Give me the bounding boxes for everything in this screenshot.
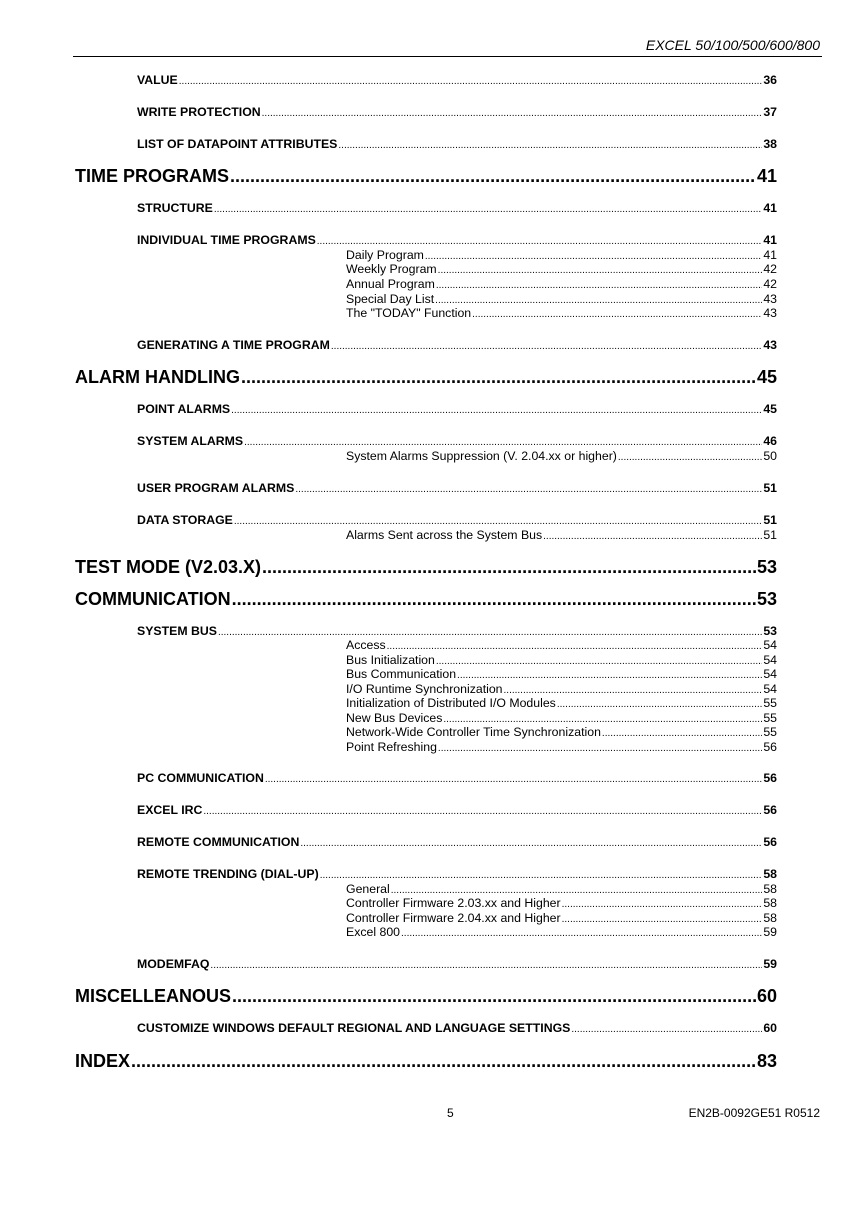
dot-leader	[210, 960, 762, 971]
toc-entry-page: 83	[756, 1051, 777, 1071]
dot-leader	[571, 1024, 762, 1035]
toc-entry-level-2[interactable]	[137, 513, 777, 529]
toc-entry-level-1[interactable]	[75, 166, 777, 190]
toc-entry-page: 58	[763, 896, 777, 910]
dot-leader	[232, 986, 756, 1007]
toc-entry-title: CUSTOMIZE WINDOWS DEFAULT REGIONAL AND LANGUAGE SETTINGS	[137, 1021, 571, 1035]
toc-entry-level-3[interactable]	[346, 277, 777, 292]
dot-leader	[241, 367, 756, 388]
toc-entry-page: 60	[756, 986, 777, 1006]
toc-entry-page: 58	[763, 882, 777, 896]
toc-entry-title: Initialization of Distributed I/O Modules	[346, 696, 556, 710]
toc-entry-level-3[interactable]	[346, 696, 777, 711]
toc-entry-level-2[interactable]	[137, 338, 777, 354]
toc-entry-page: 59	[763, 925, 777, 939]
toc-entry-title: Excel 800	[346, 925, 401, 939]
toc-entry-title: New Bus Devices	[346, 711, 443, 725]
dot-leader	[214, 204, 762, 215]
toc-entry-title: STRUCTURE	[137, 201, 213, 215]
dot-leader	[618, 452, 762, 463]
toc-entry-title: TEST MODE (V2.03.X)	[75, 557, 262, 577]
toc-entry-level-1[interactable]	[75, 986, 777, 1010]
toc-entry-title: Alarms Sent across the System Bus	[346, 528, 543, 542]
toc-entry-page: 43	[763, 306, 777, 320]
toc-entry-page: 45	[763, 402, 777, 416]
toc-entry-title: SYSTEM ALARMS	[137, 434, 244, 448]
dot-leader	[435, 295, 762, 306]
toc-entry-title: SYSTEM BUS	[137, 624, 217, 638]
toc-entry-page: 60	[763, 1021, 777, 1035]
toc-entry-page: 56	[763, 740, 777, 754]
toc-entry-level-1[interactable]	[75, 589, 777, 613]
dot-leader	[391, 885, 763, 896]
toc-entry-page: 43	[763, 338, 777, 352]
toc-entry-title: WRITE PROTECTION	[137, 105, 261, 119]
toc-entry-level-3[interactable]	[346, 911, 777, 926]
toc-entry-page: 54	[763, 682, 777, 696]
toc-entry-title: Daily Program	[346, 248, 424, 262]
toc-entry-title: USER PROGRAM ALARMS	[137, 481, 295, 495]
toc-entry-page: 42	[763, 262, 777, 276]
toc-entry-page: 45	[756, 367, 777, 387]
toc-entry-page: 41	[756, 166, 777, 186]
toc-entry-title: Annual Program	[346, 277, 435, 291]
toc-entry-level-2[interactable]	[137, 835, 777, 851]
toc-entry-level-3[interactable]	[346, 725, 777, 740]
toc-entry-title: VALUE	[137, 73, 178, 87]
dot-leader	[234, 516, 762, 527]
toc-entry-page: 56	[763, 771, 777, 785]
document-header-title: EXCEL 50/100/500/600/800	[645, 37, 820, 53]
toc-entry-level-2[interactable]	[137, 867, 777, 883]
dot-leader	[602, 728, 762, 739]
toc-entry-page: 51	[763, 528, 777, 542]
toc-entry-title: TIME PROGRAMS	[75, 166, 230, 186]
dot-leader	[300, 838, 762, 849]
toc-entry-page: 58	[763, 911, 777, 925]
toc-entry-level-3[interactable]	[346, 638, 777, 653]
toc-entry-level-3[interactable]	[346, 306, 777, 321]
dot-leader	[438, 743, 762, 754]
toc-entry-title: Point Refreshing	[346, 740, 437, 754]
toc-entry-page: 50	[763, 449, 777, 463]
dot-leader	[562, 914, 763, 925]
dot-leader	[320, 870, 763, 881]
dot-leader	[436, 656, 762, 667]
toc-entry-title: MODEMFAQ	[137, 957, 210, 971]
toc-entry-page: 41	[763, 233, 777, 247]
toc-entry-page: 38	[763, 137, 777, 151]
toc-entry-title: I/O Runtime Synchronization	[346, 682, 503, 696]
toc-entry-title: REMOTE TRENDING (DIAL-UP)	[137, 867, 319, 881]
dot-leader	[472, 309, 762, 320]
toc-entry-level-3[interactable]	[346, 740, 777, 755]
dot-leader	[295, 484, 762, 495]
toc-entry-page: 36	[763, 73, 777, 87]
document-code: EN2B-0092GE51 R0512	[688, 1106, 820, 1120]
toc-entry-title: Controller Firmware 2.03.xx and Higher	[346, 896, 561, 910]
toc-entry-title: DATA STORAGE	[137, 513, 233, 527]
toc-entry-level-2[interactable]	[137, 434, 777, 450]
dot-leader	[131, 1051, 756, 1072]
dot-leader	[457, 670, 762, 681]
toc-entry-level-1[interactable]	[75, 1051, 777, 1075]
toc-entry-page: 42	[763, 277, 777, 291]
dot-leader	[387, 641, 763, 652]
toc-entry-level-3[interactable]	[346, 682, 777, 697]
toc-entry-title: Special Day List	[346, 292, 435, 306]
toc-entry-level-2[interactable]	[137, 1021, 777, 1037]
dot-leader	[232, 589, 756, 610]
toc-entry-page: 41	[763, 248, 777, 262]
toc-entry-level-2[interactable]	[137, 137, 777, 153]
toc-entry-title: Bus Communication	[346, 667, 457, 681]
toc-entry-page: 56	[763, 835, 777, 849]
toc-entry-level-3[interactable]	[346, 449, 777, 464]
toc-entry-level-3[interactable]	[346, 896, 777, 911]
dot-leader	[504, 685, 763, 696]
toc-entry-level-3[interactable]	[346, 528, 777, 543]
toc-entry-level-1[interactable]	[75, 367, 777, 391]
dot-leader	[562, 899, 763, 910]
toc-entry-level-3[interactable]	[346, 925, 777, 940]
toc-entry-level-2[interactable]	[137, 73, 777, 89]
dot-leader	[262, 557, 756, 578]
toc-entry-page: 51	[763, 481, 777, 495]
dot-leader	[317, 236, 763, 247]
dot-leader	[338, 140, 762, 151]
page-number: 5	[447, 1106, 454, 1120]
toc-entry-page: 55	[763, 696, 777, 710]
dot-leader	[443, 714, 762, 725]
dot-leader	[218, 627, 762, 638]
toc-entry-level-2[interactable]	[137, 233, 777, 249]
toc-entry-title: GENERATING A TIME PROGRAM	[137, 338, 330, 352]
toc-entry-title: Controller Firmware 2.04.xx and Higher	[346, 911, 561, 925]
toc-entry-level-3[interactable]	[346, 882, 777, 897]
toc-entry-title: PC COMMUNICATION	[137, 771, 264, 785]
toc-entry-level-2[interactable]	[137, 803, 777, 819]
toc-entry-level-2[interactable]	[137, 201, 777, 217]
dot-leader	[231, 405, 762, 416]
toc-entry-title: Bus Initialization	[346, 653, 435, 667]
toc-entry-page: 56	[763, 803, 777, 817]
dot-leader	[244, 437, 762, 448]
toc-entry-title: INDIVIDUAL TIME PROGRAMS	[137, 233, 316, 247]
toc-entry-page: 53	[763, 624, 777, 638]
toc-entry-page: 46	[763, 434, 777, 448]
toc-entry-title: EXCEL IRC	[137, 803, 203, 817]
toc-entry-title: Access	[346, 638, 386, 652]
dot-leader	[401, 928, 762, 939]
toc-entry-level-3[interactable]	[346, 248, 777, 263]
toc-entry-level-3[interactable]	[346, 711, 777, 726]
toc-entry-title: POINT ALARMS	[137, 402, 231, 416]
dot-leader	[557, 699, 762, 710]
dot-leader	[331, 341, 762, 352]
toc-entry-page: 43	[763, 292, 777, 306]
toc-entry-page: 59	[763, 957, 777, 971]
toc-entry-level-1[interactable]	[75, 557, 777, 581]
toc-entry-title: LIST OF DATAPOINT ATTRIBUTES	[137, 137, 338, 151]
toc-entry-title: INDEX	[75, 1051, 131, 1071]
toc-entry-page: 55	[763, 711, 777, 725]
toc-entry-level-2[interactable]	[137, 957, 777, 973]
dot-leader	[230, 166, 756, 187]
toc-entry-page: 54	[763, 638, 777, 652]
toc-entry-title: The "TODAY" Function	[346, 306, 472, 320]
toc-entry-level-2[interactable]	[137, 771, 777, 787]
dot-leader	[179, 76, 763, 87]
toc-entry-level-2[interactable]	[137, 481, 777, 497]
toc-entry-title: MISCELLEANOUS	[75, 986, 232, 1006]
toc-entry-title: COMMUNICATION	[75, 589, 231, 609]
dot-leader	[203, 806, 762, 817]
dot-leader	[425, 251, 762, 262]
dot-leader	[265, 774, 762, 785]
dot-leader	[262, 108, 763, 119]
toc-entry-page: 58	[763, 867, 777, 881]
toc-entry-page: 41	[763, 201, 777, 215]
toc-entry-title: System Alarms Suppression (V. 2.04.xx or higher)	[346, 449, 617, 463]
toc-entry-page: 55	[763, 725, 777, 739]
toc-entry-title: ALARM HANDLING	[75, 367, 240, 387]
toc-entry-title: General	[346, 882, 390, 896]
toc-entry-page: 53	[756, 557, 777, 577]
toc-entry-title: Weekly Program	[346, 262, 437, 276]
toc-entry-level-3[interactable]	[346, 262, 777, 277]
toc-entry-level-2[interactable]	[137, 402, 777, 418]
toc-entry-page: 54	[763, 653, 777, 667]
toc-entry-page: 53	[756, 589, 777, 609]
toc-entry-page: 54	[763, 667, 777, 681]
dot-leader	[436, 280, 762, 291]
toc-entry-page: 37	[763, 105, 777, 119]
toc-entry-title: REMOTE COMMUNICATION	[137, 835, 300, 849]
toc-entry-level-3[interactable]	[346, 667, 777, 682]
toc-entry-level-2[interactable]	[137, 105, 777, 121]
toc-entry-level-3[interactable]	[346, 292, 777, 307]
toc-entry-title: Network-Wide Controller Time Synchronization	[346, 725, 601, 739]
toc-entry-level-3[interactable]	[346, 653, 777, 668]
toc-entry-page: 51	[763, 513, 777, 527]
dot-leader	[543, 531, 762, 542]
dot-leader	[438, 265, 763, 276]
